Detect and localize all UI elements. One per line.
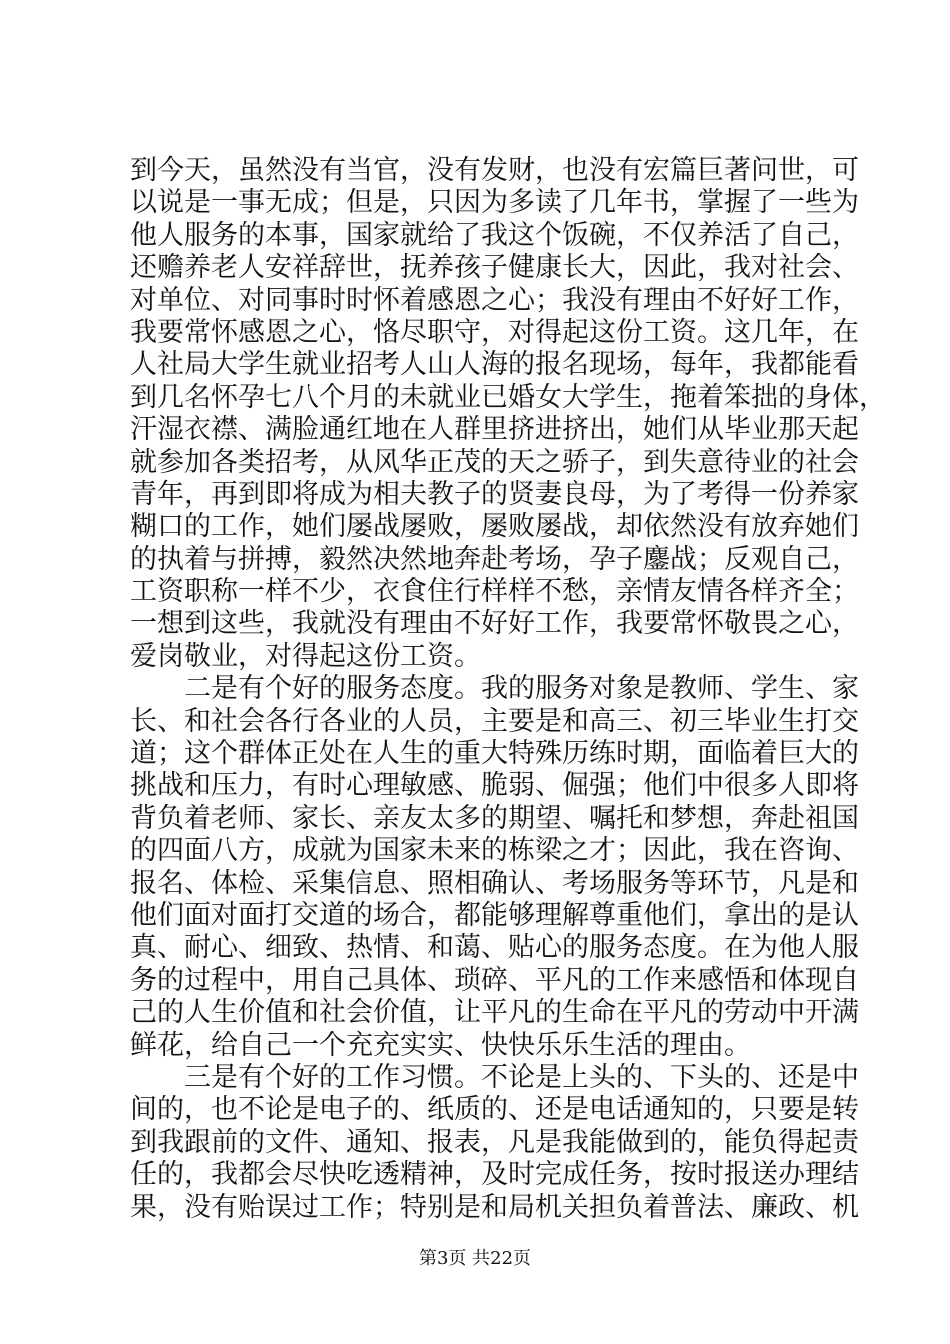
page-footer: 第3页 共22页 — [418, 1248, 532, 1269]
text-line: 汗湿衣襟、满脸通红地在人群里挤进挤出，她们从毕业那天起 — [130, 414, 859, 446]
text-line: 报名、体检、采集信息、照相确认、考场服务等环节，凡是和 — [130, 867, 859, 899]
text-line: 道；这个群体正处在人生的重大特殊历练时期，面临着巨大的 — [130, 738, 859, 770]
text-line: 就参加各类招考，从风华正茂的天之骄子，到失意待业的社会 — [130, 446, 859, 478]
text-line: 的四面八方，成就为国家未来的栋梁之才；因此，我在咨询、 — [130, 835, 859, 867]
text-line: 果，没有贻误过工作；特别是和局机关担负着普法、廉政、机 — [130, 1191, 859, 1223]
text-line: 的执着与拼搏，毅然决然地奔赴考场，孕子鏖战；反观自己， — [130, 543, 859, 575]
text-line: 爱岗敬业，对得起这份工资。 — [130, 640, 481, 672]
text-line: 他们面对面打交道的场合，都能够理解尊重他们，拿出的是认 — [130, 899, 859, 931]
text-line: 人社局大学生就业招考人山人海的报名现场，每年，我都能看 — [130, 349, 859, 381]
text-line: 以说是一事无成；但是，只因为多读了几年书，掌握了一些为 — [130, 187, 859, 219]
body-text — [130, 155, 886, 1224]
text-line: 任的，我都会尽快吃透精神，及时完成任务，按时报送办理结 — [130, 1159, 859, 1191]
text-line: 背负着老师、家长、亲友太多的期望、嘱托和梦想，奔赴祖国 — [130, 802, 859, 834]
text-line: 他人服务的本事，国家就给了我这个饭碗，不仅养活了自己， — [130, 219, 859, 251]
text-line: 挑战和压力，有时心理敏感、脆弱、倔强；他们中很多人即将 — [130, 770, 859, 802]
paragraph-start-line: 三是有个好的工作习惯。不论是上头的、下头的、还是中 — [184, 1061, 859, 1093]
text-line: 到今天，虽然没有当官，没有发财，也没有宏篇巨著问世，可 — [130, 155, 859, 186]
text-line: 糊口的工作，她们屡战屡败，屡败屡战，却依然没有放弃她们 — [130, 511, 859, 543]
text-line: 对单位、对同事时时怀着感恩之心；我没有理由不好好工作， — [130, 284, 859, 316]
text-line: 工资职称一样不少，衣食住行样样不愁，亲情友情各样齐全； — [130, 576, 859, 608]
text-line: 到我跟前的文件、通知、报表，凡是我能做到的，能负得起责 — [130, 1126, 859, 1158]
text-line: 我要常怀感恩之心，恪尽职守，对得起这份工资。这几年，在 — [130, 316, 859, 348]
text-line: 鲜花，给自己一个充充实实、快快乐乐生活的理由。 — [130, 1029, 751, 1061]
text-line: 己的人生价值和社会价值，让平凡的生命在平凡的劳动中开满 — [130, 997, 859, 1029]
text-line: 务的过程中，用自己具体、琐碎、平凡的工作来感悟和体现自 — [130, 964, 859, 996]
text-line: 还赡养老人安祥辞世，抚养孩子健康长大，因此，我对社会、 — [130, 252, 859, 284]
text-line: 青年，再到即将成为相夫教子的贤妻良母，为了考得一份养家 — [130, 478, 859, 510]
text-line: 真、耐心、细致、热情、和蔼、贴心的服务态度。在为他人服 — [130, 932, 859, 964]
paragraph-start-line: 二是有个好的服务态度。我的服务对象是教师、学生、家 — [184, 673, 859, 705]
text-line: 间的，也不论是电子的、纸质的、还是电话通知的，只要是转 — [130, 1094, 859, 1126]
text-line: 一想到这些，我就没有理由不好好工作，我要常怀敬畏之心， — [130, 608, 859, 640]
text-line: 到几名怀孕七八个月的未就业已婚女大学生，拖着笨拙的身体， — [130, 381, 886, 413]
text-line: 长、和社会各行各业的人员，主要是和高三、初三毕业生打交 — [130, 705, 859, 737]
